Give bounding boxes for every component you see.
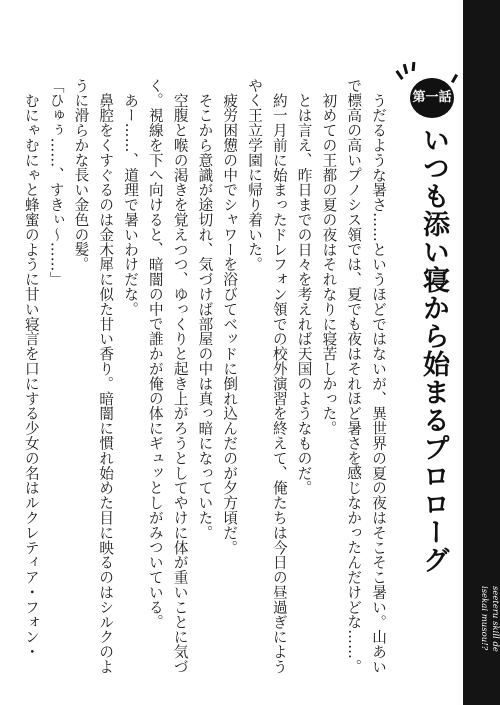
burst-mark-icon bbox=[412, 62, 416, 71]
paragraph: 空腹と喉の渇きを覚えつつ、ゆっくりと起き上がろうとしてやけに体が重いことに気づく。視線を下へ向けると、暗闇の中で誰かが俺の体にギュッとしがみついている。 bbox=[146, 78, 189, 674]
burst-mark-icon bbox=[451, 74, 458, 83]
paragraph: 初めての王都の夏の夜はそれなりに寝苦しかった。 bbox=[320, 92, 338, 436]
side-tag-line: isekai musou!? bbox=[479, 586, 489, 651]
paragraph: 疲労困憊の中でシャワーを浴びてベッドに倒れ込んだのが夕方頃だ。 bbox=[221, 92, 239, 555]
paragraph: あー……、道理で暑いわけだな。 bbox=[122, 92, 140, 317]
chapter-title: いつも添い寝から始まるプロローグ bbox=[418, 126, 449, 574]
burst-mark-icon bbox=[395, 70, 403, 80]
paragraph: うだるような暑さ……というほどではないが、異世界の夏の夜はそこそこ暑い。山あいで標高の高いプノシス領では、夏でも夜はそれほど暑さを感じなかったんだけどな……。 bbox=[345, 78, 387, 674]
body-text bbox=[18, 78, 390, 678]
paragraph: 鼻腔をくすぐるのは金木犀に似た甘い香り。暗闇に慣れ始めた目に映るのはシルクのように滑らかな長い金色の髪。 bbox=[72, 78, 115, 674]
paragraph: とは言え、昨日までの日々を考えれば天国のようなものだ。 bbox=[295, 92, 313, 495]
paragraph: むにゃむにゃと蜂蜜のように甘い寝言を口にする少女の名はルクレティア・フォン・ bbox=[22, 92, 40, 659]
chapter-number-badge: 第一話 bbox=[410, 78, 454, 118]
side-series-tag bbox=[463, 586, 500, 678]
side-tag-line: seeteru skill de bbox=[490, 586, 500, 652]
paragraph: そこから意識が途切れ、気づけば部屋の中は真っ暗になっていた。 bbox=[196, 92, 214, 540]
burst-mark-icon bbox=[403, 64, 408, 74]
paragraph: 約一月前に始まったドレフォン領での校外演習を終えて、俺たちは今日の昼過ぎにようやく王立学園に帰り着いた。 bbox=[246, 78, 288, 674]
dialogue-line: 「ひゅぅ……、すきぃ～……」 bbox=[47, 78, 65, 287]
